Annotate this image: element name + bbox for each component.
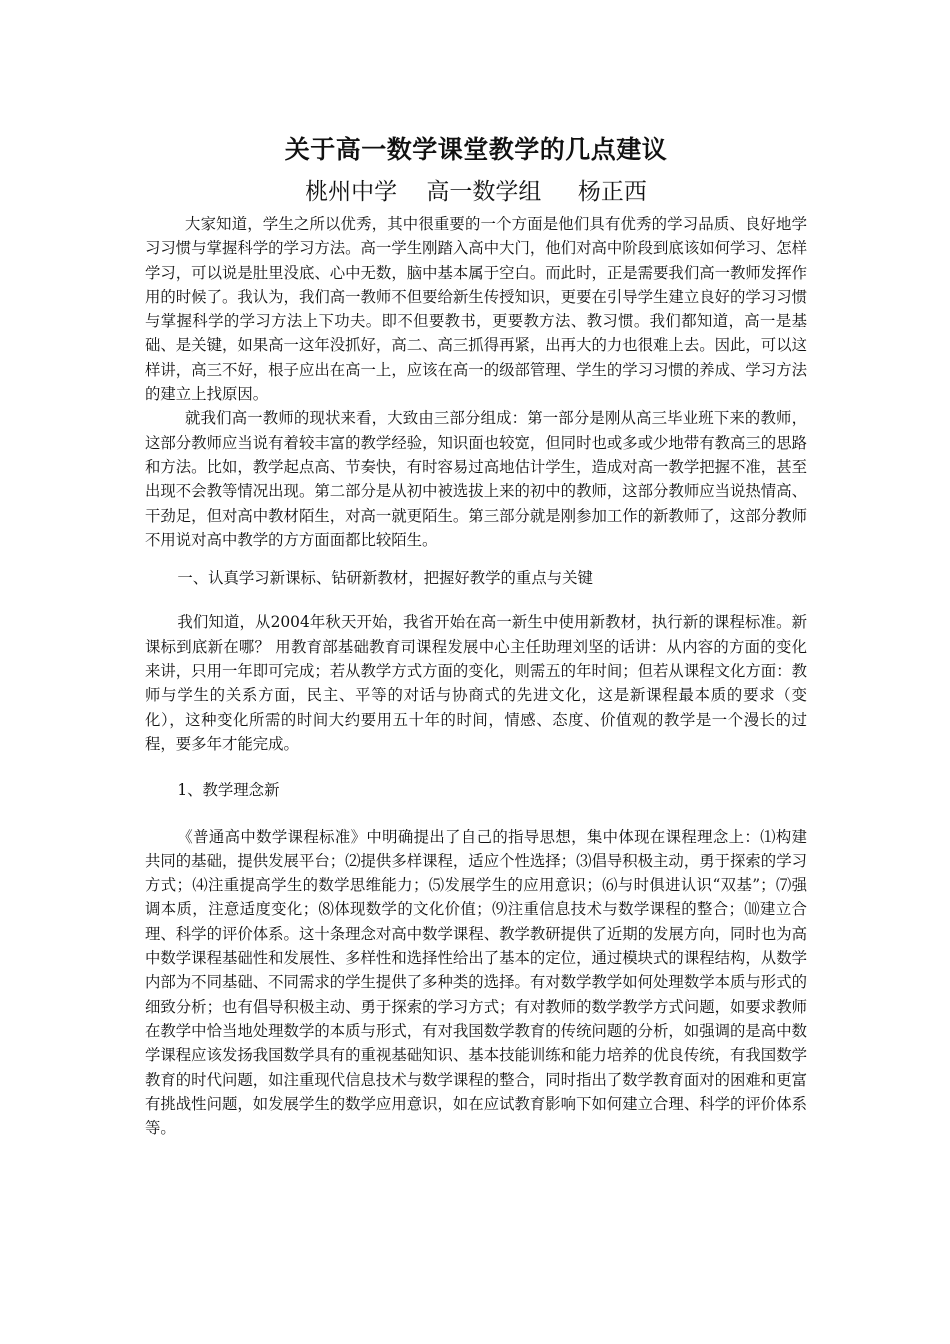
author-byline: 桃州中学 高一数学组 杨正西 (305, 179, 647, 205)
document-title: 关于高一数学课堂教学的几点建议 (284, 135, 668, 164)
new-curriculum-paragraph: 我们知道，从2004年秋天开始，我省开始在高一新生中使用新教材，执行新的课程标准。新课标到底新在哪？ 用教育部基础教育司课程发展中心主任助理刘坚的话讲：从内容的方面的变化来讲，只用一年即可完成；若从教学方式方面的变化，则需五的年时间；但若从课程文化方面：教师与学生的关系方面，民主、平等的对话与协商式的先进文化，这是新课程最本质的要求（变化），这种变化所需的时间大约要用五十年的时间，情感、态度、价值观的教学是一个漫长的过程，要多年才能完成。 (145, 613, 807, 753)
curriculum-concepts-paragraph: 《普通高中数学课程标准》中明确提出了自己的指导思想，集中体现在课程理念上：⑴构建共同的基础，提供发展平台；⑵提供多样课程，适应个性选择；⑶倡导积极主动，勇于探索的学习方式；⑷注重提高学生的数学思维能力；⑸发展学生的应用意识；⑹与时俱进认识“双基”；⑺强调本质，注意适度变化；⑻体现数学的文化价值；⑼注重信息技术与数学课程的整合；⑽建立合理、科学的评价体系。这十条理念对高中数学课程、教学教研提供了近期的发展方向，同时也为高中数学课程基础性和发展性、多样性和选择性给出了基本的定位，通过模块式的课程结构，从数学内部为不同基础、不同需求的学生提供了多种类的选择。有对数学教学如何处理数学本质与形式的细致分析；也有倡导积极主动、勇于探索的学习方式；有对教师的数学教学方式问题，如要求教师在教学中恰当地处理数学的本质与形式，有对我国数学教育的传统问题的分析，如强调的是高中数学课程应该发扬我国数学具有的重视基础知识、基本技能训练和能力培养的优良传统，有我国数学教育的时代问题，如注重现代信息技术与数学课程的整合，同时指出了数学教育面对的困难和更富有挑战性问题，如发展学生的数学应用意识，如在应试教育影响下如何建立合理、科学的评价体系等。 (145, 827, 807, 1138)
subsection-heading: 1、教学理念新 (177, 781, 280, 800)
teacher-status-paragraph: 就我们高一教师的现状来看，大致由三部分组成：第一部分是刚从高三毕业班下来的教师，这部分教师应当说有着较丰富的教学经验，知识面也较宽，但同时也或多或少地带有教高三的思路和方法。比如，教学起点高、节奏快，有时容易过高地估计学生，造成对高一教学把握不准，甚至出现不会教等情况出现。第二部分是从初中被选拔上来的初中的教师，这部分教师应当说热情高、干劲足，但对高中教材陌生，对高一就更陌生。第三部分就是刚参加工作的新教师了，这部分教师不用说对高中教学的方方面面都比较陌生。 (145, 409, 807, 549)
document-page (145, 130, 807, 1140)
section-heading: 一、认真学习新课标、钻研新教材，把握好教学的重点与关键 (177, 569, 593, 588)
intro-paragraph: 大家知道，学生之所以优秀，其中很重要的一个方面是他们具有优秀的学习品质、良好地学习习惯与掌握科学的学习方法。高一学生刚踏入高中大门，他们对高中阶段到底该如何学习、怎样学习，可以说是肚里没底、心中无数，脑中基本属于空白。而此时，正是需要我们高一教师发挥作用的时候了。我认为，我们高一教师不但要给新生传授知识，更要在引导学生建立良好的学习习惯与掌握科学的学习方法上下功夫。即不但要教书，更要教方法、教习惯。我们都知道，高一是基础、是关键，如果高一这年没抓好，高二、高三抓得再紧，出再大的力也很难上去。因此，可以这样讲，高三不好，根子应出在高一上，应该在高一的级部管理、学生的学习习惯的养成、学习方法的建立上找原因。 (145, 215, 807, 404)
